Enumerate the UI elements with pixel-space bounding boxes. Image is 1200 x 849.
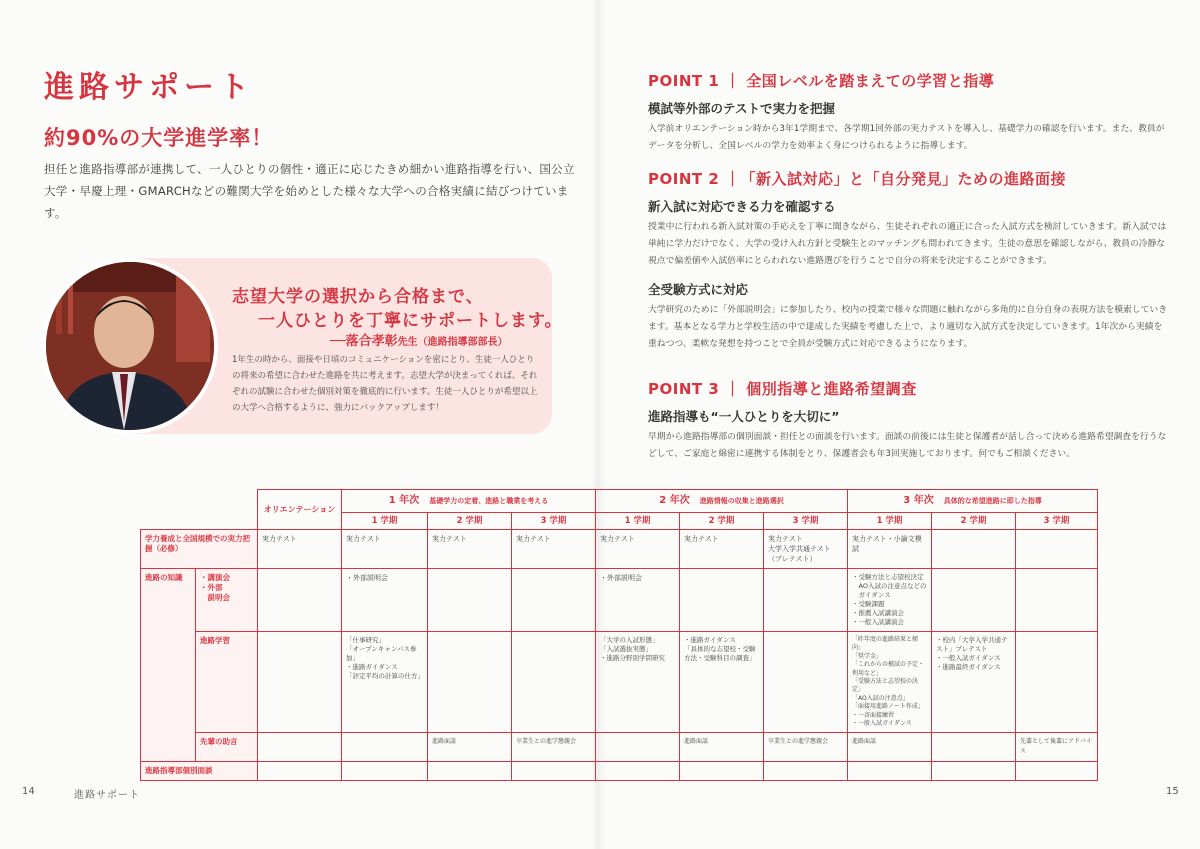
row-label-senior: 先輩の助言 [196, 733, 258, 762]
point-2-body2: 大学研究のために「外部説明会」に参加したり、校内の授業で様々な問題に触れながら多角的に自分自身の表現方法を模索していきます。基本となる学力と学校生活の中で達成した実績を考慮した上で、より適切な入試方式を決定していきます。1年次から実績を重ねつつ、柔軟な発想を持つことで全員が受験方式に対応できるようになります。 [648, 305, 1168, 349]
table-cell [764, 762, 848, 781]
signature-title: （進路指導部部長） [417, 337, 508, 348]
table-cell: 実力テスト [680, 530, 764, 569]
signature-name: ──落合孝彰 [330, 334, 398, 349]
footer-section-label: 進路サポート [74, 790, 140, 801]
table-cell: 卒業生との進学懇親会 [764, 733, 848, 762]
quote-signature [330, 330, 508, 349]
point-1-sub: 模試等外部のテストで実力を把握 [648, 101, 836, 116]
table-cell [258, 632, 342, 733]
table-cell: 先輩として後輩にアドバイス [1016, 733, 1098, 762]
term-header: 1 学期 [848, 513, 932, 530]
table-cell [764, 569, 848, 632]
table-cell: ・外部説明会 [596, 569, 680, 632]
row-label-interview: 進路指導部個別面談 [141, 762, 258, 781]
table-cell [848, 762, 932, 781]
point-2-heading: POINT 2 ｜「新入試対応」と「自分発見」ための進路面接 [648, 170, 1066, 188]
term-header: 3 学期 [764, 513, 848, 530]
table-cell [680, 569, 764, 632]
table-cell [258, 733, 342, 762]
table-cell [428, 569, 512, 632]
point-3-heading: POINT 3 ｜ 個別指導と進路希望調査 [648, 380, 917, 398]
table-cell: 実力テスト [428, 530, 512, 569]
signature-suffix: 先生 [397, 337, 418, 348]
table-cell [1016, 762, 1098, 781]
table-cell: 実力テスト [596, 530, 680, 569]
table-cell [932, 530, 1016, 569]
intro-text: 担任と進路指導部が連携して、一人ひとりの個性・適正に応じたきめ細かい進路指導を行い、国公立大学・早慶上理・GMARCHなどの難関大学を始めとした様々な大学への合格実績に結びつけています。 [44, 162, 575, 220]
table-cell [932, 762, 1016, 781]
teacher-photo [42, 258, 218, 434]
year-2-desc: 進路情報の収集と進路選択 [699, 497, 784, 505]
row-label-capacity: 学力養成と全国規模での実力把握（必修） [141, 530, 258, 569]
quote-line-2: 一人ひとりを丁寧にサポートします。 [258, 311, 563, 331]
table-cell: 「昨年度の進路結果と傾向」 「奨学金」 「これからの模試の予定・利用など」 「受験方法と志望校の決定」 「AO入試の注意点」 「面接用進路ノート作成」 ・一斉面接練習 ・一般入試ガイダンス [848, 632, 932, 733]
term-header: 3 学期 [1016, 513, 1098, 530]
table-cell: 実力テスト [258, 530, 342, 569]
table-cell [680, 762, 764, 781]
table-cell [596, 762, 680, 781]
point-1-heading: POINT 1 ｜ 全国レベルを踏まえての学習と指導 [648, 72, 995, 90]
table-cell [932, 569, 1016, 632]
table-cell: ・外部説明会 [342, 569, 428, 632]
term-header: 3 学期 [512, 513, 596, 530]
year-3-desc: 具体的な希望進路に即した指導 [943, 497, 1042, 505]
table-cell: 実力テスト・小論文模試 [848, 530, 932, 569]
table-cell [1016, 632, 1098, 733]
table-cell: 進路面談 [428, 733, 512, 762]
table-cell [428, 762, 512, 781]
table-cell: 実力テスト [512, 530, 596, 569]
table-cell: ・進路ガイダンス 「具体的な志望校・受験方法・受験科目の調査」 [680, 632, 764, 733]
table-cell: ・校内「大学入学共通テスト」プレテスト ・一般入試ガイダンス ・進路最終ガイダンス [932, 632, 1016, 733]
point-3-sub: 進路指導も“一人ひとりを大切に” [648, 409, 840, 424]
table-cell: ・受験方法と志望校決定 AO入試の注意点などの ガイダンス ・受験課題 ・推薦入試講演会 ・一般入試講演会 [848, 569, 932, 632]
table-cell [512, 569, 596, 632]
point-2-sub: 新入試に対応できる力を確認する [648, 199, 836, 214]
table-cell [596, 733, 680, 762]
table-cell: 「大学の入試形態」 「入試選抜実態」 ・進路分野別学問研究 [596, 632, 680, 733]
table-cell [342, 762, 428, 781]
row-label-study: 進路学習 [196, 632, 258, 733]
year-1-header [342, 490, 596, 513]
page-title: 進路サポート [44, 70, 254, 105]
point-2-body: 授業中に行われる新入試対策の手応えを丁寧に聞きながら、生徒それぞれの適正に合った入試方式を検討していきます。新入試では単純に学力だけでなく、大学の受け入れ方針と受験生とのマッチングも問われてきます。生徒の意思を確認しながら、教員の冷静な視点で偏差値や入試倍率にとらわれない進路選びを行うことで自分の将来を決定することができます。 [648, 222, 1167, 266]
term-header: 2 学期 [680, 513, 764, 530]
year-2-label: 2 年次 [659, 495, 690, 506]
page-number-left: 14 [22, 786, 35, 797]
orientation-header: オリエンテーション [258, 490, 342, 530]
table-cell [342, 733, 428, 762]
table-cell [1016, 569, 1098, 632]
table-cell: 進路面談 [848, 733, 932, 762]
table-cell: 実力テスト [342, 530, 428, 569]
rate-heading: 約90%の大学進学率！ [44, 126, 274, 150]
row-label-knowledge: 進路の知識 [141, 569, 196, 762]
year-1-desc: 基礎学力の定着、進路と職業を考える [429, 497, 549, 505]
table-cell: 「仕事研究」 「オープンキャンパス参加」 ・進路ガイダンス 「評定平均の計算の仕方」 [342, 632, 428, 733]
quote-line-1: 志望大学の選択から合格まで、 [232, 287, 484, 307]
point-3 [648, 378, 1168, 463]
point-2-sub2: 全受験方式に対応 [648, 282, 749, 297]
term-header: 2 学期 [932, 513, 1016, 530]
year-3-header [848, 490, 1098, 513]
table-cell [258, 569, 342, 632]
term-header: 1 学期 [596, 513, 680, 530]
table-cell: 卒業生との進学懇親会 [512, 733, 596, 762]
table-cell: 進路面談 [680, 733, 764, 762]
table-cell [1016, 530, 1098, 569]
table-corner [141, 490, 258, 530]
table-cell [512, 762, 596, 781]
point-3-body: 早期から進路指導部の個別面談・担任との面談を行います。面談の前後には生徒と保護者が話し合って決める進路希望調査を行うなどして、ご家庭と綿密に連携する体制をとり、保護者会も年3回実施しております。何でもご相談ください。 [648, 432, 1167, 459]
row-label-seminar: ・講演会 ・外部 説明会 [196, 569, 258, 632]
year-3-label: 3 年次 [903, 495, 934, 506]
page-number-right: 15 [1166, 786, 1179, 797]
table-cell [932, 733, 1016, 762]
year-1-label: 1 年次 [388, 495, 420, 506]
term-header: 2 学期 [428, 513, 512, 530]
schedule-table [140, 489, 1098, 781]
table-cell [512, 632, 596, 733]
point-2 [648, 168, 1168, 353]
table-cell [764, 632, 848, 733]
term-header: 1 学期 [342, 513, 428, 530]
year-2-header [596, 490, 848, 513]
point-1 [648, 70, 1168, 155]
quote-body: 1年生の時から、面接や日頃のコミュニケーションを密にとり、生徒一人ひとりの将来の希望に合わせた進路を共に考えます。志望大学が決まってくれば、それぞれの試験に合わせた個別対策を徹底的に行います。生徒一人ひとりが希望以上の大学へ合格するように、強力にバックアップします！ [232, 355, 538, 413]
table-cell: 実力テスト 大学入学共通テスト（プレテスト） [764, 530, 848, 569]
point-1-body: 入学前オリエンテーション時から3年1学期まで、各学期1回外部の実力テストを導入し、基礎学力の確認を行います。また、教員がデータを分析し、全国レベルの学力を効率よく身につけられるように指導します。 [648, 124, 1165, 151]
table-cell [428, 632, 512, 733]
table-cell [258, 762, 342, 781]
